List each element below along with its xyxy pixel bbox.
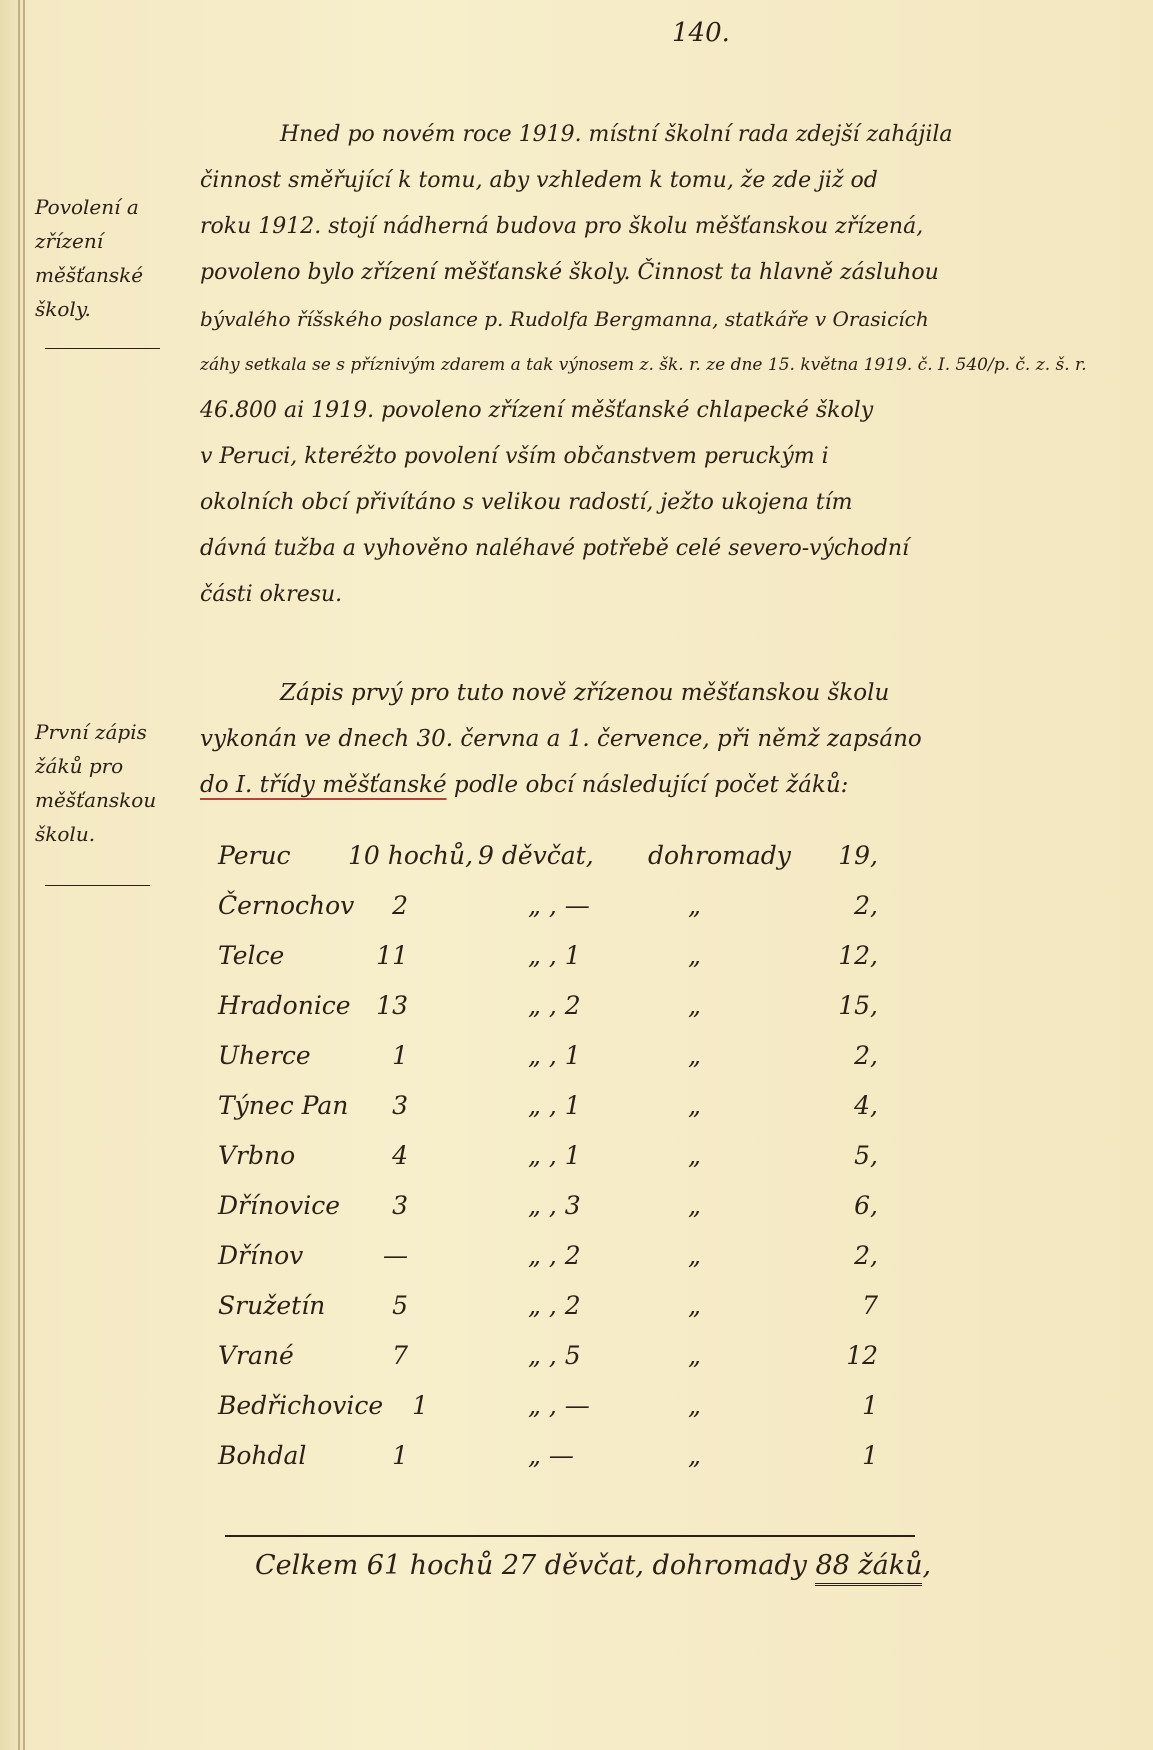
text-fragment: podle obcí následující počet žáků: <box>446 772 849 798</box>
text-line: roku 1912. stojí nádherná budova pro školu měšťanskou zřízená, <box>200 214 924 239</box>
margin-note-enrollment <box>35 715 156 851</box>
table-row <box>218 1435 938 1485</box>
table-row <box>218 1235 938 1285</box>
table-row <box>218 1335 938 1385</box>
village-name: Telce <box>218 941 285 970</box>
girls-count: „ , 2 <box>528 1291 581 1320</box>
ditto-mark: „ <box>688 941 701 970</box>
girls-count: „ , 1 <box>528 1091 581 1120</box>
row-total: 2, <box>854 891 878 920</box>
row-total: 6, <box>854 1191 878 1220</box>
village-name: Vrané <box>218 1341 294 1370</box>
ditto-mark: „ <box>688 1241 701 1270</box>
girls-count: „ , 2 <box>528 991 581 1020</box>
text-line: vykonán ve dnech 30. června a 1. července, při němž zapsáno <box>200 726 922 752</box>
boys-count: 3 <box>392 1091 408 1120</box>
grand-total-text: Celkem 61 hochů 27 děvčat, dohromady <box>255 1550 816 1581</box>
girls-count: „ — <box>528 1441 574 1470</box>
grand-total <box>255 1550 1055 1581</box>
text-line: v Peruci, kteréžto povolení vším občanstvem peruckým i <box>200 444 829 469</box>
ditto-mark: „ <box>688 1341 701 1370</box>
village-name: Uherce <box>218 1041 311 1070</box>
margin-note-line: žáků pro <box>35 754 124 778</box>
boys-count: 13 <box>376 991 408 1020</box>
text-line <box>200 762 1090 808</box>
ditto-mark: „ <box>688 991 701 1020</box>
village-name: Vrbno <box>218 1141 296 1170</box>
ditto-mark: „ <box>688 1191 701 1220</box>
girls-count: „ , 1 <box>528 1141 581 1170</box>
text-line: Zápis prvý pro tuto nově zřízenou měšťanskou školu <box>280 680 890 706</box>
row-total: 12, <box>838 941 878 970</box>
boys-count: 2 <box>392 891 408 920</box>
boys-count: 11 <box>376 941 408 970</box>
row-total: 19, <box>838 841 878 870</box>
table-row <box>218 1385 938 1435</box>
class-label: do I. třídy měšťanské <box>200 772 447 798</box>
table-row <box>218 1035 938 1085</box>
grand-total-sum: 88 žáků <box>815 1550 922 1586</box>
table-row <box>218 985 938 1035</box>
margin-note-rule <box>45 348 160 349</box>
girls-count: 9 děvčat, <box>478 841 594 870</box>
ditto-mark: „ <box>688 891 701 920</box>
paragraph-permission <box>200 112 1090 618</box>
village-name: Bedřichovice <box>218 1391 384 1420</box>
margin-note-line: zřízení <box>35 229 104 253</box>
row-total: 2, <box>854 1041 878 1070</box>
girls-count: „ , 2 <box>528 1241 581 1270</box>
margin-note-permission <box>35 190 143 326</box>
village-name: Dřínov <box>218 1241 304 1270</box>
village-name: Dřínovice <box>218 1191 341 1220</box>
boys-count: 10 hochů, <box>348 841 474 870</box>
boys-count: 1 <box>412 1391 428 1420</box>
table-row <box>218 835 938 885</box>
village-name: Peruc <box>218 841 291 870</box>
row-total: 4, <box>854 1091 878 1120</box>
row-total: 1 <box>862 1441 878 1470</box>
row-total: 1 <box>862 1391 878 1420</box>
ditto-mark: dohromady <box>648 841 791 870</box>
page-margin-rule <box>23 0 25 1750</box>
boys-count: 7 <box>392 1341 408 1370</box>
paragraph-enrollment <box>200 670 1090 808</box>
girls-count: „ , — <box>528 1391 590 1420</box>
margin-note-line: měšťanskou <box>35 788 157 812</box>
text-line: Hned po novém roce 1919. místní školní rada zdejší zahájila <box>280 122 953 147</box>
table-row <box>218 1185 938 1235</box>
girls-count: „ , 3 <box>528 1191 581 1220</box>
girls-count: „ , 1 <box>528 1041 581 1070</box>
boys-count: 1 <box>392 1041 408 1070</box>
ditto-mark: „ <box>688 1391 701 1420</box>
page-margin-rule <box>18 0 20 1750</box>
margin-note-rule <box>45 885 150 886</box>
text-line: dávná tužba a vyhověno naléhavé potřebě celé severo-východní <box>200 536 910 561</box>
text-line: části okresu. <box>200 582 343 607</box>
enrollment-table <box>218 835 938 1485</box>
ditto-mark: „ <box>688 1141 701 1170</box>
text-line: povoleno bylo zřízení měšťanské školy. Činnost ta hlavně zásluhou <box>200 260 939 285</box>
table-row <box>218 1085 938 1135</box>
ditto-mark: „ <box>688 1041 701 1070</box>
village-name: Bohdal <box>218 1441 307 1470</box>
row-total: 12 <box>846 1341 878 1370</box>
margin-note-line: měšťanské <box>35 263 144 287</box>
village-name: Týnec Pan <box>218 1091 349 1120</box>
boys-count: 1 <box>392 1441 408 1470</box>
table-row <box>218 1135 938 1185</box>
table-row <box>218 935 938 985</box>
row-total: 5, <box>854 1141 878 1170</box>
page-number: 140. <box>672 18 730 48</box>
village-name: Černochov <box>218 891 355 920</box>
row-total: 7 <box>862 1291 878 1320</box>
grand-total-suffix: , <box>922 1550 932 1581</box>
ditto-mark: „ <box>688 1291 701 1320</box>
margin-note-line: První zápis <box>35 720 147 744</box>
row-total: 2, <box>854 1241 878 1270</box>
boys-count: — <box>383 1241 408 1270</box>
text-line: činnost směřující k tomu, aby vzhledem k tomu, že zde již od <box>200 168 878 193</box>
margin-note-line: školy. <box>35 297 91 321</box>
village-name: Hradonice <box>218 991 351 1020</box>
row-total: 15, <box>838 991 878 1020</box>
ditto-mark: „ <box>688 1091 701 1120</box>
village-name: Sružetín <box>218 1291 326 1320</box>
boys-count: 5 <box>392 1291 408 1320</box>
text-line: záhy setkala se s příznivým zdarem a tak výnosem z. šk. r. ze dne 15. května 1919. č. I. 540/p. č. z. š. r. <box>200 355 1087 375</box>
table-row <box>218 885 938 935</box>
text-line: bývalého říšského poslance p. Rudolfa Bergmanna, statkáře v Orasicích <box>200 307 929 331</box>
margin-note-line: Povolení a <box>35 195 139 219</box>
ditto-mark: „ <box>688 1441 701 1470</box>
text-line: 46.800 ai 1919. povoleno zřízení měšťanské chlapecké školy <box>200 398 874 423</box>
margin-note-line: školu. <box>35 822 96 846</box>
boys-count: 4 <box>392 1141 408 1170</box>
table-row <box>218 1285 938 1335</box>
boys-count: 3 <box>392 1191 408 1220</box>
girls-count: „ , — <box>528 891 590 920</box>
table-sum-rule <box>225 1535 915 1537</box>
girls-count: „ , 5 <box>528 1341 581 1370</box>
text-line: okolních obcí přivítáno s velikou radostí, ježto ukojena tím <box>200 490 853 515</box>
girls-count: „ , 1 <box>528 941 581 970</box>
